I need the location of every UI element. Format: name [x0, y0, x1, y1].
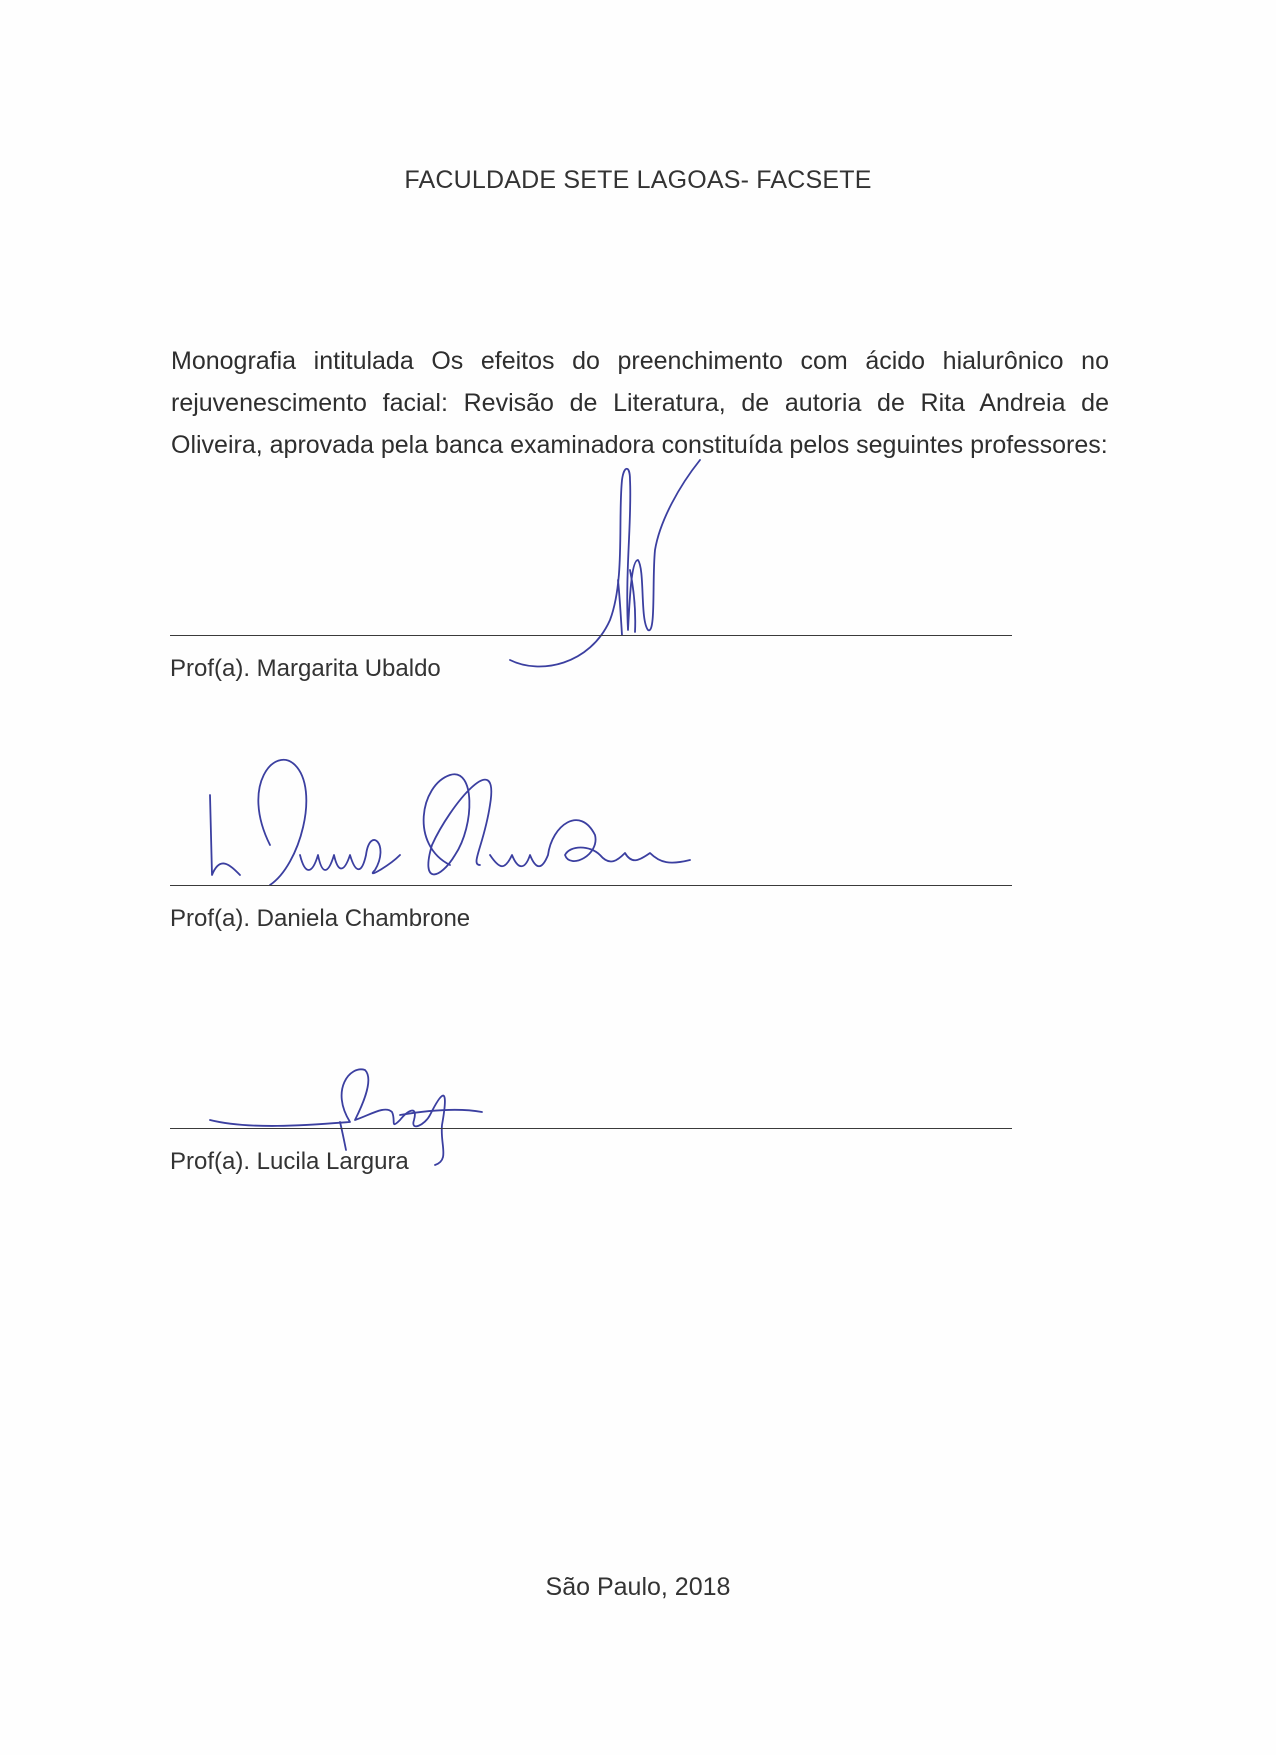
approval-statement: Monografia intitulada Os efeitos do preenchimento com ácido hialurônico no rejuvenescimento facial: Revisão de Literatura, de autoria de Rita Andreia de Oliveira, aprovada pela banca examinadora constituída pelos seguintes professores:: [171, 347, 1109, 459]
signature-line-3: [170, 1128, 1012, 1129]
signatory-name-1: Prof(a). Margarita Ubaldo: [170, 655, 441, 682]
signature-block-1: [170, 460, 1012, 700]
signature-line-1: [170, 635, 1012, 636]
handwritten-signature-2: [200, 745, 800, 905]
signature-block-3: [170, 1050, 1012, 1190]
signatory-name-3: Prof(a). Lucila Largura: [170, 1148, 409, 1175]
signature-line-2: [170, 885, 1012, 886]
signatory-name-2: Prof(a). Daniela Chambrone: [170, 905, 471, 932]
handwritten-signature-1: [500, 460, 700, 700]
place-and-date: São Paulo, 2018: [545, 1573, 731, 1601]
signature-block-2: [170, 745, 1012, 935]
institution-title: FACULDADE SETE LAGOAS- FACSETE: [404, 166, 872, 194]
